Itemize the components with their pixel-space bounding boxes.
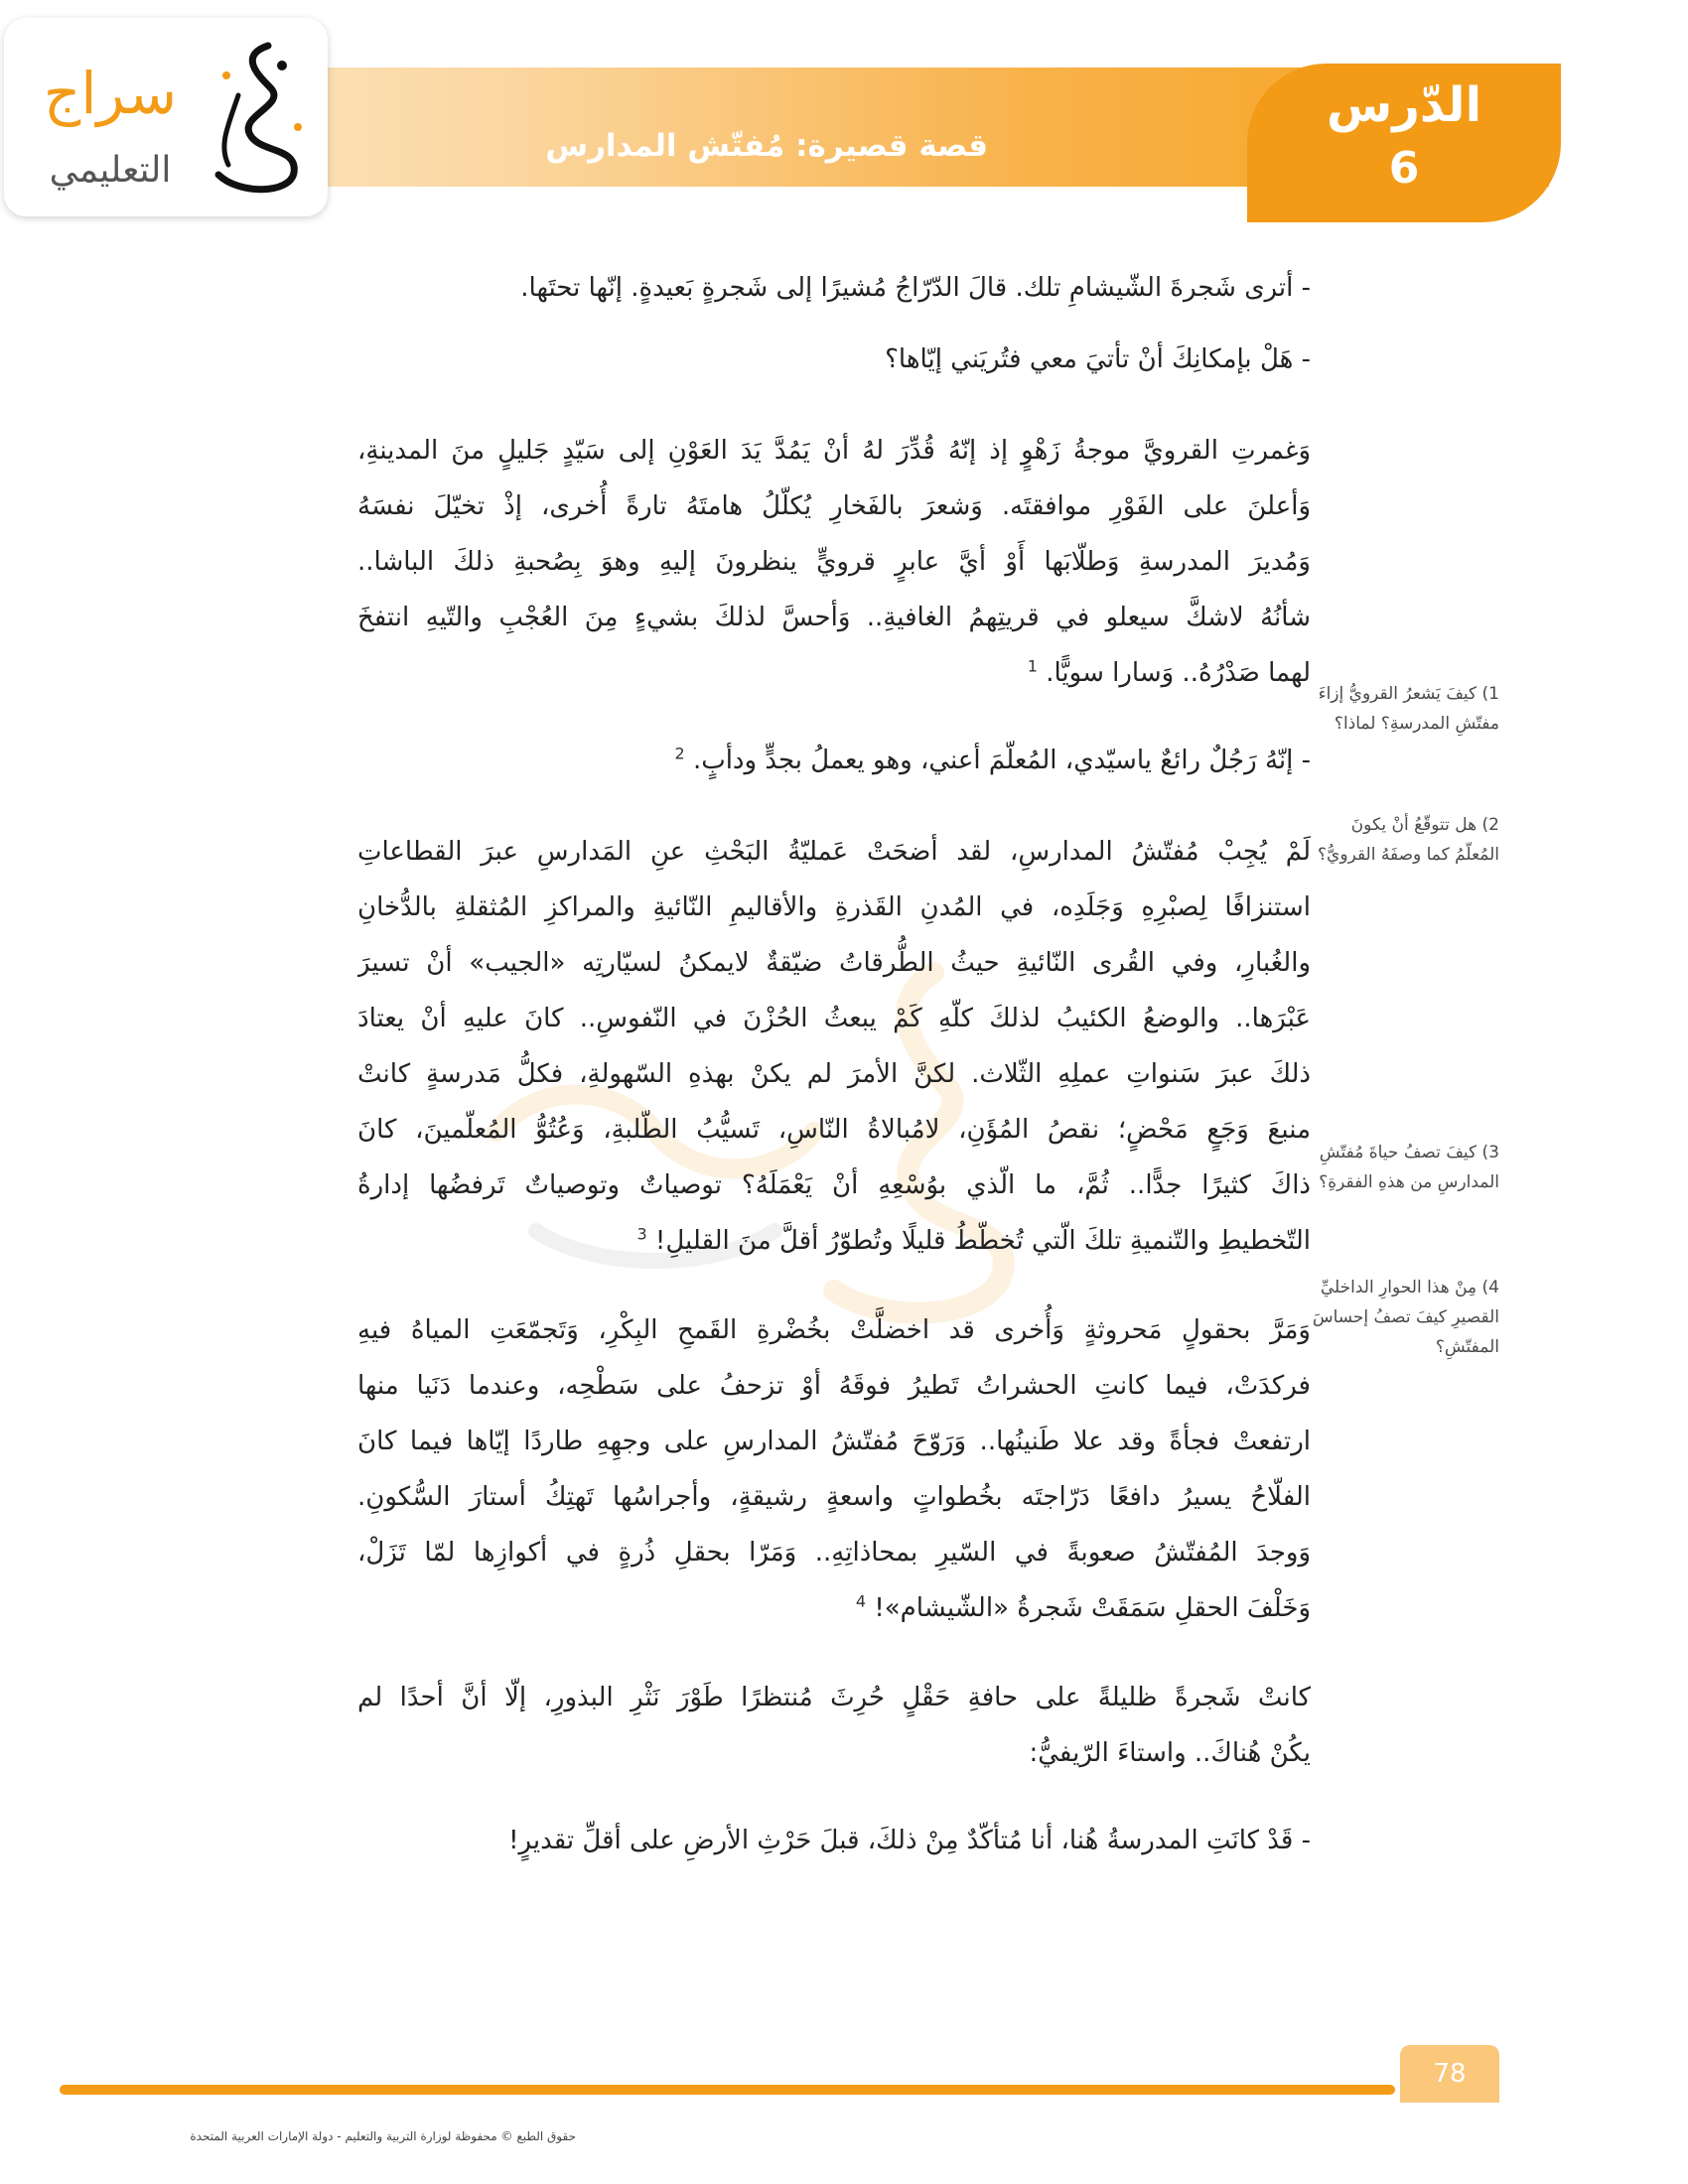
paragraph-line <box>357 1525 1311 1580</box>
text-run: ارتفعتْ فجأةً وقد علا طَنينُها.. وَرَوّحَ مُفتّشُ المدارسِ على وجهِهِ طاردًا إيّاها فيما كانَ <box>357 1427 1311 1456</box>
footnote-mark: 2 <box>674 744 685 763</box>
copyright-notice: حقوق الطبع © محفوظة لوزارة التربية والتعليم - دولة الإمارات العربية المتحدة <box>190 2129 576 2143</box>
text-run: شأنُهُ لاشكَّ سيعلو في قريتِهمُ الغافيةِ.. وَأحسَّ لذلكَ بشيءٍ مِنَ العُجْبِ والتّيهِ انتفخَ <box>357 603 1311 632</box>
paragraph-line <box>357 1580 1311 1636</box>
paragraph-line <box>357 534 1311 590</box>
paragraph-line <box>357 1302 1311 1358</box>
paragraph-line <box>357 1469 1311 1525</box>
logo-name: سراج <box>43 60 178 127</box>
dialogue-line <box>357 733 1311 788</box>
paragraph-line <box>357 1414 1311 1469</box>
text-run: وَمُديرَ المدرسةِ وَطلّابَها أَوْ أيَّ عابرٍ قرويٍّ ينظرونَ إليهِ وهوَ بِصُحبةِ ذلكَ الباشا.. <box>357 547 1311 577</box>
paragraph-line <box>357 478 1311 534</box>
margin-question: 4) مِنْ هذا الحوارِ الداخليِّ القصيرِ كيفَ تصفُ إحساسَ المفتّشِ؟ <box>1312 1278 1499 1357</box>
paragraph-line <box>357 824 1311 880</box>
calligraphy-logo-icon <box>199 36 318 203</box>
paragraph-line <box>357 1102 1311 1158</box>
text-run: وَغمرتِ القرويَّ موجةُ زَهْوٍ إذ إنّهُ قُدِّرَ لهُ أنْ يَمُدَّ يَدَ العَوْنِ إلى سَيّدٍ جَليلٍ منَ المدينةِ، <box>357 436 1311 466</box>
text-run: ذاكَ كثيرًا جدًّا.. ثُمَّ، ما الّذي بوُسْعِهِ أنْ يَعْمَلَهُ؟ توصياتٌ وتوصياتٌ تَرفضُها إدارةُ <box>357 1170 1311 1200</box>
text-run: - هَلْ بإمكانِكَ أنْ تأتيَ معي فتُريَني إيّاها؟ <box>885 344 1311 374</box>
lesson-label: الدّرس <box>1326 77 1482 133</box>
paragraph-line <box>357 935 1311 991</box>
paragraph-line <box>357 1046 1311 1102</box>
paragraph-line <box>357 1358 1311 1414</box>
footnote-mark: 4 <box>855 1591 867 1611</box>
text-run: والغُبارِ، وفي القُرى النّائيةِ حيثُ الطُّرقاتُ ضيّقةٌ لايمكنُ لسيّارتِه «الجيب» أنْ تسيرَ <box>357 948 1311 978</box>
text-run: وَوجدَ المُفتّشُ صعوبةً في السّيرِ بمحاذاتِهِ.. وَمَرّا بحقلِ ذُرةٍ في أكوازِها لمّا تَزَلْ، <box>357 1538 1311 1568</box>
text-run: وَخَلْفَ الحقلِ سَمَقَتْ شَجرةُ «الشّيشام»! <box>874 1593 1311 1623</box>
text-run: - إنّهُ رَجُلٌ رائعٌ ياسيّدي، المُعلّمَ أعني، وهو يعملُ بجدٍّ ودأبٍ. <box>692 746 1311 775</box>
margin-question: 1) كيفَ يَشعرُ القرويُّ إزاءَ مفتّشِ المدرسةِ؟ لماذا؟ <box>1318 684 1499 734</box>
lesson-title: قصة قصيرة: مُفتّش المدارس <box>545 128 988 164</box>
dialogue-line <box>357 260 1311 316</box>
text-run: - أترى شَجرةَ الشّيشامِ تلك. قالَ الدّرّاجُ مُشيرًا إلى شَجرةٍ بَعيدةٍ. إنّها تحتَها. <box>520 273 1311 303</box>
lesson-number: 6 <box>1388 143 1420 194</box>
page-number: 78 <box>1433 2059 1467 2089</box>
dialogue-line <box>357 1813 1311 1868</box>
paragraph-line <box>357 1213 1311 1269</box>
paragraph-line <box>357 1725 1311 1781</box>
dialogue-line <box>357 332 1311 387</box>
footer-rule <box>60 2085 1395 2095</box>
text-run: استنزافًا لِصبْرِهِ وَجَلَدِه، في المُدنِ القَذرةِ والأقاليمِ النّائيةِ والمراكزِ المُثقلةِ بالدُّخانِ <box>357 892 1311 922</box>
text-run: الفلّاحُ يسيرُ دافعًا دَرّاجتَه بخُطواتٍ واسعةٍ رشيقةٍ، وأجراسُها تَهتِكُ أستارَ السُّكونِ. <box>357 1482 1311 1512</box>
text-run: ذلكَ عبرَ سَنواتِ عملِهِ الثّلاث. لكنَّ الأمرَ لم يكنْ بهذهِ السّهولةِ، فكلُّ مَدرسةٍ كانتْ <box>357 1059 1311 1089</box>
paragraph-line <box>357 645 1311 701</box>
text-run: عَبْرَها.. والوضعُ الكئيبُ لذلكَ كلّهِ كَمْ يبعثُ الحُزْنَ في النّفوسِ.. كانَ عليهِ أنْ يعتادَ <box>357 1004 1311 1033</box>
footnote-mark: 3 <box>636 1224 647 1244</box>
paragraph-line <box>357 1158 1311 1213</box>
paragraph-line <box>357 1670 1311 1725</box>
text-run: يكُنْ هُناكَ.. واستاءَ الرّيفيُّ: <box>1029 1738 1311 1768</box>
margin-question: 3) كيفَ تصفُ حياةَ مُفتّشِ المدارسِ من هذهِ الفقرةِ؟ <box>1319 1143 1499 1192</box>
text-run: لهما صَدْرُهُ.. وَسارا سويًّا. <box>1046 658 1311 688</box>
text-run: لَمْ يُجِبْ مُفتّشُ المدارسِ، لقد أضحَتْ عَمليّةُ البَحْثِ عنِ المَدارسِ عبرَ القطاعاتِ <box>357 837 1311 867</box>
paragraph-line <box>357 880 1311 935</box>
paragraph-line <box>357 590 1311 645</box>
text-run: كانتْ شَجرةً ظليلةً على حافةِ حَقْلٍ حُرِثَ مُنتظرًا طَوْرَ نَثْرِ البذورِ، إلّا أنَّ أحدًا لم <box>357 1683 1311 1712</box>
paragraph-line <box>357 991 1311 1046</box>
margin-question: 2) هل تتوقّعُ أنْ يكونَ المُعلّمُ كما وصفَهُ القرويُّ؟ <box>1318 815 1499 865</box>
text-run: - قَدْ كانَتِ المدرسةُ هُنا، أنا مُتأكّدٌ مِنْ ذلكَ، قبلَ حَرْثِ الأرضِ على أقلِّ تقديرٍ! <box>508 1826 1311 1855</box>
text-run: فركدَتْ، فيما كانتِ الحشراتُ تَطيرُ فوقَهُ أوْ تزحفُ على سَطْحِه، وعندما دَنَيا منها <box>357 1371 1311 1401</box>
text-run: التّخطيطِ والتّنميةِ تلكَ الّتي تُخطّطُ قليلًا وتُطوّرُ أقلَّ منَ القليلِ! <box>654 1226 1311 1256</box>
text-run: منبعَ وَجَعٍ مَحْضٍ؛ نقصُ المُؤَنِ، لامُبالاةُ النّاسِ، تَسيُّبُ الطّلبةِ، وَعُتُوُّ المُعلّمينَ، كانَ <box>357 1115 1311 1145</box>
paragraph-line <box>357 423 1311 478</box>
logo-subtitle: التعليمي <box>49 150 172 191</box>
footnote-mark: 1 <box>1027 656 1038 676</box>
text-run: وَمَرَّ بحقولٍ مَحروثةٍ وَأُخرى قد اخضلَّتْ بخُضْرةِ القَمحِ البِكْرِ، وَتَجمّعَتِ المياهُ فيهِ <box>357 1315 1311 1345</box>
text-run: وَأعلنَ على الفَوْرِ موافقتَه. وَشعرَ بالفَخارِ يُكلّلُ هامتَهُ تارةً أُخرى، إذْ تخيّلَ نفسَهُ <box>357 491 1311 521</box>
